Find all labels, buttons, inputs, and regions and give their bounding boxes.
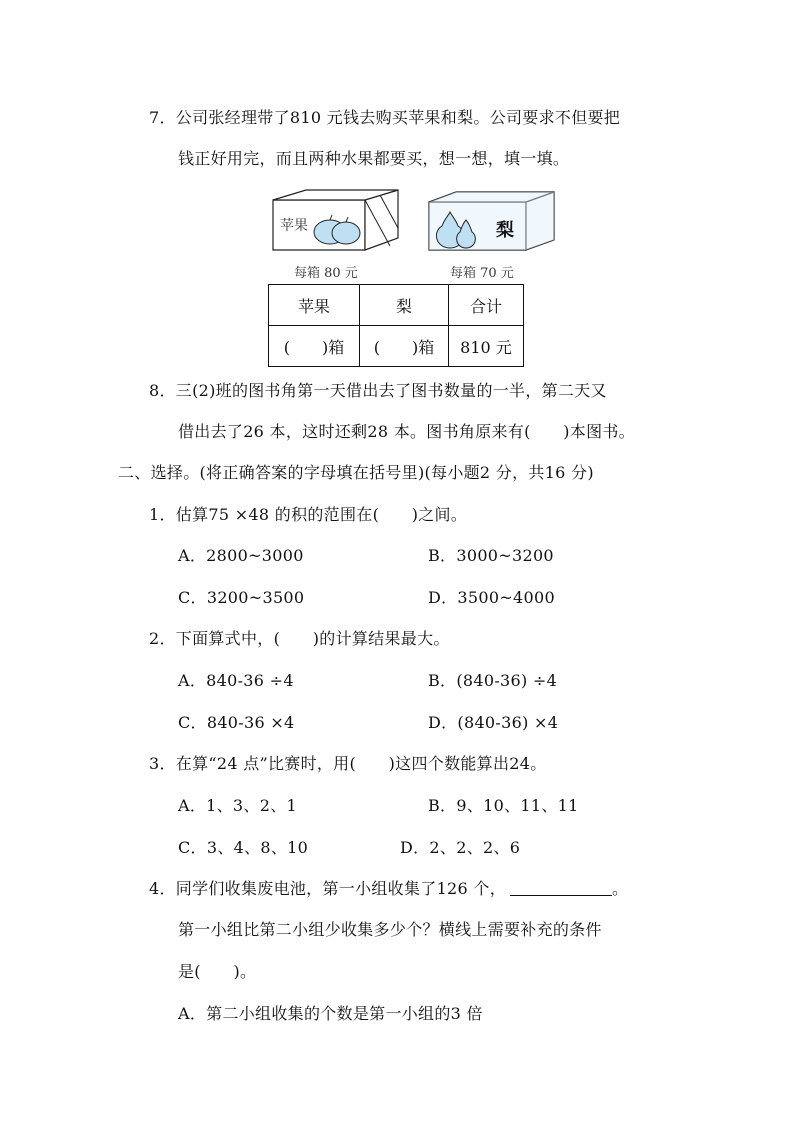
choice2-option-d: D．(840-36) ×4 xyxy=(428,713,559,732)
choice2-option-c: C．840-36 ×4 xyxy=(178,713,295,732)
choice1-option-a: A．2800~3000 xyxy=(178,546,304,565)
choice1-option-c: C．3200~3500 xyxy=(178,588,305,607)
pear-price-caption: 每箱 70 元 xyxy=(450,266,514,281)
pear-box-label: 梨 xyxy=(496,220,514,241)
choice1-stem: 1．估算75 ×48 的积的范围在( )之间。 xyxy=(149,505,468,524)
choice1-option-d: D．3500~4000 xyxy=(428,588,555,607)
apple-box-label: 苹果 xyxy=(280,218,308,234)
table-row xyxy=(269,326,524,367)
table-header-row xyxy=(269,285,524,326)
section-title: 二、选择。(将正确答案的字母填在括号里)(每小题2 分，共16 分) xyxy=(118,463,594,482)
q7-line1: 7．公司张经理带了810 元钱去购买苹果和梨。公司要求不但要把 xyxy=(149,108,621,127)
choice4-stem xyxy=(149,878,628,900)
choice3-option-c: C．3、4、8、10 xyxy=(178,838,309,857)
choice3-stem: 3．在算“24 点”比赛时，用( )这四个数能算出24。 xyxy=(149,754,547,773)
choice2-option-a: A．840-36 ÷4 xyxy=(178,671,294,690)
apple-price-caption: 每箱 80 元 xyxy=(294,266,358,281)
q8-line1: 8．三(2)班的图书角第一天借出去了图书数量的一半，第二天又 xyxy=(149,381,607,400)
choice1-option-b: B．3000~3200 xyxy=(428,546,554,565)
pear-box-illustration xyxy=(426,188,558,254)
choice2-option-b: B．(840-36) ÷4 xyxy=(428,671,558,690)
choice4-line2: 第一小组比第二小组少收集多少个？横线上需要补充的条件 xyxy=(178,920,602,939)
answer-blank[interactable] xyxy=(510,881,612,896)
q8-line2: 借出去了26 本，这时还剩28 本。图书角原来有( )本图书。 xyxy=(178,422,635,441)
table-header-pear: 梨 xyxy=(360,285,449,326)
choice2-stem: 2．下面算式中，( )的计算结果最大。 xyxy=(149,629,450,648)
choice4-line3: 是( )。 xyxy=(178,962,257,981)
choice4-stem-text: 4．同学们收集废电池，第一小组收集了126 个， xyxy=(149,879,507,898)
pear-box-count-cell[interactable]: ( )箱 xyxy=(360,326,449,367)
choice3-option-a: A．1、3、2、1 xyxy=(178,796,297,815)
q7-line2: 钱正好用完，而且两种水果都要买，想一想，填一填。 xyxy=(178,149,570,168)
fruit-purchase-table xyxy=(268,284,524,367)
choice4-stem-end: 。 xyxy=(612,879,629,898)
choice3-option-d: D．2、2、2、6 xyxy=(400,838,521,857)
table-header-apple: 苹果 xyxy=(269,285,360,326)
choice4-option-a: A．第二小组收集的个数是第一小组的3 倍 xyxy=(178,1004,483,1023)
total-cell: 810 元 xyxy=(449,326,524,367)
apple-box-illustration xyxy=(270,188,402,254)
table-header-total: 合计 xyxy=(449,285,524,326)
apple-box-count-cell[interactable]: ( )箱 xyxy=(269,326,360,367)
choice3-option-b: B．9、10、11、11 xyxy=(428,796,579,815)
